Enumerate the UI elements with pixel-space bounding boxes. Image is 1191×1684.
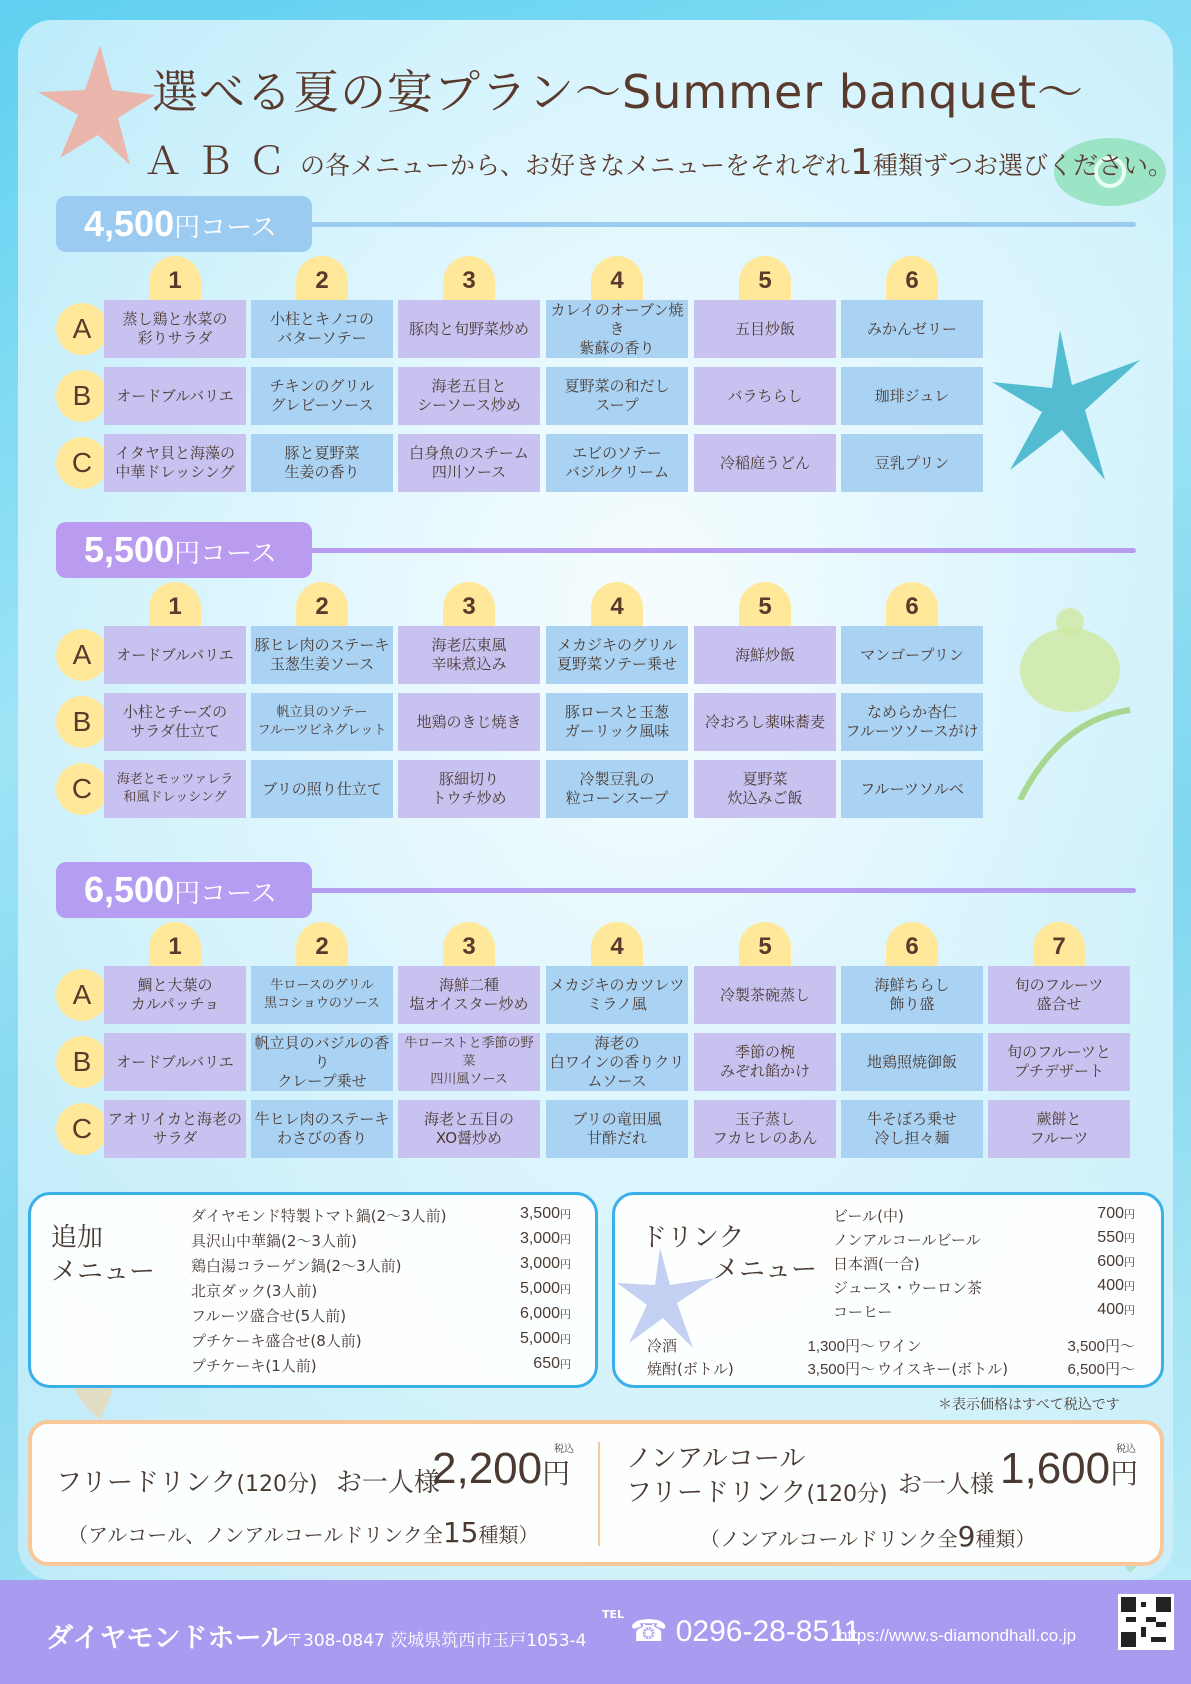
drink-bottom-price: 3,500円〜 <box>1067 1338 1135 1355</box>
extra-menu-price: 650円 <box>533 1355 571 1372</box>
nonalc-price: 1,600円 <box>1000 1444 1139 1493</box>
extra-menu-item: プチケーキ盛合せ(8人前) <box>191 1332 362 1350</box>
extra-menu-item: プチケーキ(1人前) <box>191 1357 317 1375</box>
column-number: 3 <box>443 582 495 634</box>
extra-menu-item: 北京ダック(3人前) <box>191 1282 318 1300</box>
course-tab: 5,500円コース <box>56 522 312 578</box>
course-tab: 6,500円コース <box>56 862 312 918</box>
menu-cell[interactable]: 牛ローストと季節の野菜 四川風ソース <box>398 1033 540 1091</box>
drink-menu-item: ノンアルコールビール <box>833 1231 981 1249</box>
nonalc-per-person: お一人様 <box>898 1470 994 1498</box>
menu-cell[interactable]: 蒸し鶏と水菜の 彩りサラダ <box>104 300 246 358</box>
menu-cell[interactable]: 鯛と大葉の カルパッチョ <box>104 966 246 1024</box>
menu-cell[interactable]: 豚ヒレ肉のステーキ 玉葱生姜ソース <box>251 626 393 684</box>
course-divider-line <box>300 548 1136 553</box>
menu-cell[interactable]: 旬のフルーツ 盛合せ <box>988 966 1130 1024</box>
column-number: 2 <box>296 256 348 308</box>
menu-cell[interactable]: 冷製茶碗蒸し <box>694 966 836 1024</box>
column-number: 6 <box>886 922 938 974</box>
menu-cell[interactable]: 小柱とチーズの サラダ仕立て <box>104 693 246 751</box>
column-number: 6 <box>886 582 938 634</box>
extra-menu-price: 6,000円 <box>519 1305 571 1322</box>
column-number: 3 <box>443 256 495 308</box>
drink-menu-price: 600円 <box>1097 1253 1135 1270</box>
free-drink-box <box>28 1420 1164 1566</box>
menu-cell[interactable]: 旬のフルーツと プチデザート <box>988 1033 1130 1091</box>
menu-cell[interactable]: イタヤ貝と海藻の 中華ドレッシング <box>104 434 246 492</box>
menu-cell[interactable]: 冷稲庭うどん <box>694 434 836 492</box>
column-number: 4 <box>591 256 643 308</box>
drink-menu-box <box>612 1192 1164 1388</box>
extra-menu-item: 具沢山中華鍋(2〜3人前) <box>191 1232 357 1250</box>
menu-cell[interactable]: エビのソテー バジルクリーム <box>546 434 688 492</box>
extra-menu-price: 3,000円 <box>519 1255 571 1272</box>
menu-cell[interactable]: 白身魚のスチーム 四川ソース <box>398 434 540 492</box>
menu-cell[interactable]: フルーツソルベ <box>841 760 983 818</box>
column-number: 5 <box>739 922 791 974</box>
row-letter: A <box>56 969 108 1021</box>
menu-cell[interactable]: 海老五目と シーソース炒め <box>398 367 540 425</box>
menu-cell[interactable]: 牛ヒレ肉のステーキ わさびの香り <box>251 1100 393 1158</box>
menu-cell[interactable]: マンゴープリン <box>841 626 983 684</box>
address: 〒308-0847 茨城県筑西市玉戸1053-4 <box>286 1631 587 1651</box>
menu-cell[interactable]: 豚細切り トウチ炒め <box>398 760 540 818</box>
extra-menu-title: 追加 メニュー <box>51 1223 156 1287</box>
drink-bottom-item: 冷酒 <box>647 1337 678 1355</box>
menu-cell[interactable]: 海鮮二種 塩オイスター炒め <box>398 966 540 1024</box>
menu-cell[interactable]: 豆乳プリン <box>841 434 983 492</box>
menu-cell[interactable]: 地鶏照焼御飯 <box>841 1033 983 1091</box>
menu-cell[interactable]: オードブルバリエ <box>104 1033 246 1091</box>
nonalc-label-2: フリードリンク(120分) <box>626 1478 888 1508</box>
row-letter: B <box>56 1036 108 1088</box>
turtle-icon <box>1000 600 1140 800</box>
menu-cell[interactable]: 玉子蒸し フカヒレのあん <box>694 1100 836 1158</box>
menu-cell[interactable]: みかんゼリー <box>841 300 983 358</box>
menu-cell[interactable]: 海鮮ちらし 飾り盛 <box>841 966 983 1024</box>
column-number: 1 <box>149 256 201 308</box>
website-link[interactable]: https://www.s-diamondhall.co.jp <box>838 1626 1077 1645</box>
drink-bottom-price: 3,500円〜 <box>807 1361 875 1378</box>
row-letter: A <box>56 303 108 355</box>
drink-menu-item: ジュース・ウーロン茶 <box>833 1279 982 1297</box>
drink-bottom-item: ワイン <box>877 1337 922 1355</box>
extra-menu-price: 3,500円 <box>519 1205 571 1222</box>
drink-menu-price: 400円 <box>1097 1301 1135 1318</box>
menu-cell[interactable]: 冷製豆乳の 粒コーンスープ <box>546 760 688 818</box>
drink-menu-price: 700円 <box>1097 1205 1135 1222</box>
tax-included-label: 税込 <box>554 1444 574 1455</box>
extra-menu-item: 鶏白湯コラーゲン鍋(2〜3人前) <box>191 1257 402 1275</box>
extra-menu-box <box>28 1192 598 1388</box>
free-drink-price: 2,200円 <box>432 1444 571 1493</box>
drink-menu-price: 400円 <box>1097 1277 1135 1294</box>
extra-menu-price: 3,000円 <box>519 1230 571 1247</box>
drink-menu-price: 550円 <box>1097 1229 1135 1246</box>
column-number: 1 <box>149 582 201 634</box>
column-number: 6 <box>886 256 938 308</box>
column-number: 4 <box>591 582 643 634</box>
menu-cell[interactable]: メカジキのカツレツ ミラノ風 <box>546 966 688 1024</box>
menu-cell[interactable]: メカジキのグリル 夏野菜ソテー乗せ <box>546 626 688 684</box>
menu-cell[interactable]: 海老と五目の XO醤炒め <box>398 1100 540 1158</box>
menu-cell[interactable]: 冷おろし薬味蕎麦 <box>694 693 836 751</box>
menu-cell[interactable]: 蕨餅と フルーツ <box>988 1100 1130 1158</box>
menu-cell[interactable]: オードブルバリエ <box>104 367 246 425</box>
tel-label: TEL <box>602 1608 625 1621</box>
free-drink-note: （アルコール、ノンアルコールドリンク全15種類） <box>68 1516 539 1549</box>
menu-cell[interactable]: 夏野菜の和だし スープ <box>546 367 688 425</box>
extra-menu-price: 5,000円 <box>519 1280 571 1297</box>
menu-cell[interactable]: ブリの竜田風 甘酢だれ <box>546 1100 688 1158</box>
tax-note: ＊表示価格はすべて税込です <box>938 1397 1120 1413</box>
extra-menu-item: ダイヤモンド特製トマト鍋(2〜3人前) <box>191 1207 447 1225</box>
course-tab: 4,500円コース <box>56 196 312 252</box>
page-title: 選べる夏の宴プラン〜Summer banquet〜 <box>152 65 1085 119</box>
menu-cell[interactable]: 帆立貝のバジルの香り クレープ乗せ <box>251 1033 393 1091</box>
drink-bottom-item: 焼酎(ボトル) <box>647 1360 734 1378</box>
phone-icon: ☎ <box>630 1615 668 1648</box>
drink-menu-title-2: メニュー <box>713 1255 818 1285</box>
menu-cell[interactable]: 海鮮炒飯 <box>694 626 836 684</box>
menu-cell[interactable]: 豚と夏野菜 生姜の香り <box>251 434 393 492</box>
page-subtitle: ＡＢＣの各メニューから、お好きなメニューをそれぞれ1種類ずつお選びください。 <box>144 139 1173 183</box>
footer <box>0 1580 1191 1684</box>
menu-cell[interactable]: カレイのオーブン焼き 紫蘇の香り <box>546 300 688 358</box>
menu-cell[interactable]: 地鶏のきじ焼き <box>398 693 540 751</box>
row-letter: A <box>56 629 108 681</box>
divider <box>598 1442 600 1546</box>
menu-cell[interactable]: 小柱とキノコの バターソテー <box>251 300 393 358</box>
extra-menu-item: フルーツ盛合せ(5人前) <box>191 1307 347 1325</box>
column-number: 3 <box>443 922 495 974</box>
menu-cell[interactable]: バラちらし <box>694 367 836 425</box>
menu-cell[interactable]: 海老とモッツァレラ 和風ドレッシング <box>104 760 246 818</box>
course-divider-line <box>300 222 1136 227</box>
course-divider-line <box>300 888 1136 893</box>
column-number: 2 <box>296 922 348 974</box>
menu-cell[interactable]: 牛ロースのグリル 黒コショウのソース <box>251 966 393 1024</box>
menu-cell[interactable]: 豚肉と旬野菜炒め <box>398 300 540 358</box>
drink-menu-item: ビール(中) <box>833 1207 904 1225</box>
column-number: 5 <box>739 582 791 634</box>
menu-cell[interactable]: なめらか杏仁 フルーツソースがけ <box>841 693 983 751</box>
row-letter: C <box>56 437 108 489</box>
drink-menu-item: コーヒー <box>833 1303 893 1321</box>
menu-cell[interactable]: アオリイカと海老の サラダ <box>104 1100 246 1158</box>
drink-menu-title-1: ドリンク <box>641 1223 745 1253</box>
column-number: 7 <box>1033 922 1085 974</box>
nonalc-note: （ノンアルコールドリンク全9種類） <box>700 1520 1036 1553</box>
nonalc-label-1: ノンアルコール <box>626 1444 806 1474</box>
menu-cell[interactable]: 帆立貝のソテー フルーツビネグレット <box>251 693 393 751</box>
tax-included-label: 税込 <box>1116 1444 1136 1455</box>
menu-cell[interactable]: 夏野菜 炊込みご飯 <box>694 760 836 818</box>
brand-logo[interactable]: ダイヤモンドホール <box>46 1623 288 1654</box>
menu-cell[interactable]: 海老の 白ワインの香りクリムソース <box>546 1033 688 1091</box>
starfish-icon <box>30 40 160 170</box>
row-letter: C <box>56 763 108 815</box>
menu-cell[interactable]: 季節の椀 みぞれ餡かけ <box>694 1033 836 1091</box>
row-letter: B <box>56 696 108 748</box>
phone-number[interactable]: ☎ 0296-28-8511 <box>630 1615 861 1648</box>
drink-bottom-price: 6,500円〜 <box>1067 1361 1135 1378</box>
column-number: 4 <box>591 922 643 974</box>
drink-bottom-price: 1,300円〜 <box>807 1338 875 1355</box>
row-letter: C <box>56 1103 108 1155</box>
menu-cell[interactable]: 牛そぼろ乗せ 冷し担々麺 <box>841 1100 983 1158</box>
column-number: 5 <box>739 256 791 308</box>
menu-cell[interactable]: オードブルバリエ <box>104 626 246 684</box>
column-number: 1 <box>149 922 201 974</box>
menu-cell[interactable]: ブリの照り仕立て <box>251 760 393 818</box>
starfish-icon <box>990 320 1150 490</box>
row-letter: B <box>56 370 108 422</box>
qr-code-icon[interactable] <box>1118 1594 1174 1650</box>
column-number: 2 <box>296 582 348 634</box>
menu-cell[interactable]: チキンのグリル グレビーソース <box>251 367 393 425</box>
menu-cell[interactable]: 珈琲ジュレ <box>841 367 983 425</box>
menu-cell[interactable]: 豚ロースと玉葱 ガーリック風味 <box>546 693 688 751</box>
menu-cell[interactable]: 海老広東風 辛味煮込み <box>398 626 540 684</box>
free-drink-label: フリードリンク(120分) お一人様 <box>56 1468 440 1498</box>
drink-menu-item: 日本酒(一合) <box>833 1255 920 1273</box>
drink-bottom-item: ウイスキー(ボトル) <box>877 1360 1009 1378</box>
extra-menu-price: 5,000円 <box>519 1330 571 1347</box>
menu-cell[interactable]: 五目炒飯 <box>694 300 836 358</box>
